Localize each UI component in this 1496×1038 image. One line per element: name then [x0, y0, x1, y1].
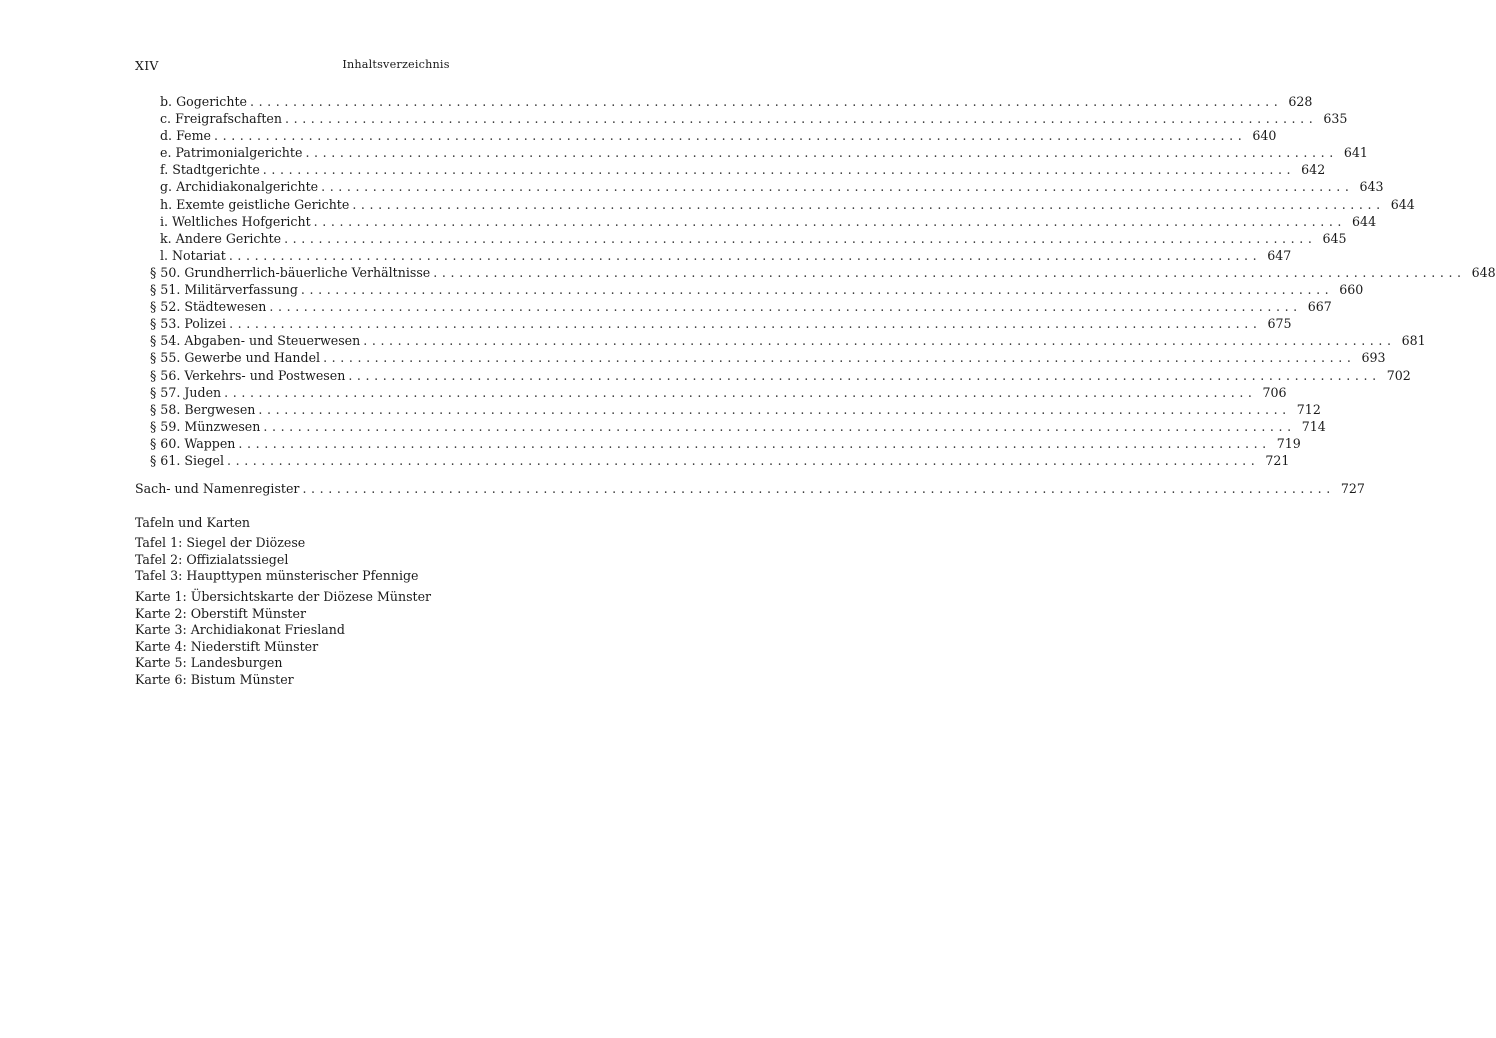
- toc-page: 681: [1401, 333, 1426, 349]
- dot-leader: ........................................................................................................................: [249, 94, 1283, 109]
- table-of-contents: [0, 93, 1496, 497]
- toc-marker: § 53.: [150, 316, 181, 332]
- toc-page: 693: [1361, 350, 1386, 366]
- dot-leader: ........................................................................................................................: [348, 367, 1381, 383]
- toc-marker: § 54.: [150, 333, 181, 349]
- toc-entry: [0, 213, 1377, 230]
- toc-title: Freigrafschaften: [175, 111, 282, 127]
- dot-leader: ........................................................................................................................: [363, 333, 1396, 349]
- toc-entry: [0, 384, 1287, 401]
- toc-title: Wappen: [184, 435, 236, 451]
- toc-entry: [0, 298, 1332, 315]
- toc-entry: [0, 281, 1364, 298]
- toc-title: Notariat: [172, 247, 226, 263]
- toc-marker: § 52.: [150, 299, 181, 315]
- dot-leader: ........................................................................................................................: [269, 299, 1302, 315]
- toc-marker: h.: [160, 196, 173, 212]
- dot-leader: ........................................................................................................................: [238, 435, 1271, 451]
- toc-page: 640: [1252, 128, 1277, 144]
- toc-marker: c.: [160, 111, 172, 127]
- list-item: Karte 2: Oberstift Münster: [135, 605, 306, 621]
- toc-page: 702: [1386, 367, 1411, 383]
- toc-entry: [0, 196, 1415, 213]
- list-item: Karte 1: Übersichtskarte der Diözese Münster: [135, 589, 432, 604]
- dot-leader: ........................................................................................................................: [302, 481, 1335, 497]
- toc-entry: [0, 315, 1292, 332]
- toc-marker: i.: [160, 213, 169, 229]
- toc-marker: § 51.: [150, 282, 181, 298]
- toc-marker: § 58.: [150, 401, 181, 417]
- toc-entry: [0, 367, 1411, 384]
- toc-title: Polizei: [184, 316, 227, 332]
- list-item: Tafel 1: Siegel der Diözese: [135, 535, 306, 550]
- toc-title: Stadtgerichte: [172, 162, 260, 178]
- dot-leader: ........................................................................................................................: [263, 418, 1296, 434]
- dot-leader: ........................................................................................................................: [224, 384, 1257, 400]
- toc-page: 714: [1301, 418, 1326, 434]
- toc-title: Grundherrlich-bäuerliche Verhältnisse: [184, 264, 431, 280]
- toc-title: Feme: [176, 128, 211, 144]
- toc-entry: [0, 435, 1301, 452]
- toc-entry: [0, 144, 1368, 161]
- toc-marker: k.: [160, 230, 172, 246]
- toc-page: 644: [1390, 196, 1415, 212]
- toc-entry: [0, 452, 1290, 469]
- toc-marker: f.: [160, 162, 169, 178]
- list-item: Karte 4: Niederstift Münster: [135, 638, 319, 654]
- dot-leader: ........................................................................................................................: [284, 111, 1318, 127]
- toc-title: Sach- und Namenregister: [135, 481, 300, 497]
- dot-leader: ........................................................................................................................: [213, 128, 1247, 144]
- toc-title: Münzwesen: [184, 418, 261, 434]
- toc-title: Militärverfassung: [184, 282, 298, 298]
- toc-title: Bergwesen: [184, 401, 256, 417]
- toc-page: 644: [1352, 213, 1377, 229]
- dot-leader: ........................................................................................................................: [284, 230, 1317, 246]
- toc-page: 635: [1323, 111, 1348, 127]
- dot-leader: ........................................................................................................................: [262, 162, 1296, 178]
- list-item: Tafel 2: Offizialatssiegel: [135, 551, 289, 567]
- toc-marker: e.: [160, 145, 172, 161]
- dot-leader: ........................................................................................................................: [352, 196, 1385, 212]
- toc-title: Exemte geistliche Gerichte: [176, 196, 350, 212]
- dot-leader: ........................................................................................................................: [258, 401, 1291, 417]
- toc-entry: [0, 247, 1292, 264]
- toc-title: Juden: [184, 384, 222, 400]
- dot-leader: ........................................................................................................................: [313, 213, 1347, 229]
- dot-leader: ........................................................................................................................: [305, 145, 1338, 161]
- toc-page: 719: [1276, 435, 1301, 451]
- toc-page: 712: [1296, 401, 1321, 417]
- toc-title: Gogerichte: [176, 94, 247, 109]
- toc-page: 647: [1267, 247, 1292, 263]
- toc-page: 641: [1343, 145, 1368, 161]
- toc-marker: § 59.: [150, 418, 181, 434]
- dot-leader: ........................................................................................................................: [300, 282, 1334, 298]
- toc-marker: § 50.: [150, 264, 181, 280]
- toc-marker: § 57.: [150, 384, 181, 400]
- dot-leader: ........................................................................................................................: [323, 350, 1356, 366]
- dot-leader: ........................................................................................................................: [228, 247, 1262, 263]
- toc-page: 642: [1301, 162, 1326, 178]
- toc-entry: [0, 401, 1321, 418]
- toc-entry: [0, 332, 1426, 349]
- page-header: [135, 58, 657, 74]
- toc-entry: [0, 127, 1277, 144]
- toc-title: Verkehrs- und Postwesen: [184, 367, 346, 383]
- maps-list: [135, 589, 431, 689]
- toc-page: 648: [1471, 264, 1496, 280]
- toc-marker: d.: [160, 128, 173, 144]
- running-title: Inhaltsverzeichnis: [342, 58, 450, 71]
- plates-list: [135, 535, 419, 585]
- toc-page: 721: [1265, 452, 1290, 468]
- toc-page: 667: [1307, 299, 1332, 315]
- toc-page: 645: [1322, 230, 1347, 246]
- toc-marker: § 55.: [150, 350, 181, 366]
- dot-leader: ........................................................................................................................: [433, 264, 1466, 280]
- toc-entry: [0, 349, 1386, 366]
- toc-page: 727: [1340, 481, 1365, 497]
- toc-page: 660: [1339, 282, 1364, 298]
- toc-marker: § 56.: [150, 367, 181, 383]
- toc-title: Andere Gerichte: [175, 230, 282, 246]
- toc-title: Archidiakonalgerichte: [176, 179, 319, 195]
- toc-page: 628: [1288, 94, 1313, 109]
- toc-title: Gewerbe und Handel: [184, 350, 321, 366]
- toc-entry: [0, 178, 1384, 195]
- toc-entry: [0, 93, 1313, 110]
- toc-entry: [0, 230, 1347, 247]
- toc-title: Weltliches Hofgericht: [172, 213, 311, 229]
- toc-entry: [0, 418, 1326, 435]
- toc-title: Städtewesen: [184, 299, 267, 315]
- toc-title: Patrimonialgerichte: [175, 145, 303, 161]
- toc-entry: [0, 110, 1348, 127]
- list-item: Karte 5: Landesburgen: [135, 655, 283, 671]
- dot-leader: ........................................................................................................................: [227, 452, 1260, 468]
- toc-marker: g.: [160, 179, 173, 195]
- toc-page: 675: [1267, 316, 1292, 332]
- toc-title: Abgaben- und Steuerwesen: [184, 333, 361, 349]
- list-item: Tafel 3: Haupttypen münsterischer Pfennige: [135, 568, 419, 584]
- toc-marker: § 61.: [150, 452, 181, 468]
- toc-entry: [0, 264, 1496, 281]
- plates-heading: Tafeln und Karten: [135, 515, 251, 530]
- toc-page: 643: [1359, 179, 1384, 195]
- list-item: Karte 6: Bistum Münster: [135, 671, 294, 687]
- toc-entry-register: [0, 480, 1365, 497]
- list-item: Karte 3: Archidiakonat Friesland: [135, 622, 345, 638]
- toc-page: 706: [1262, 384, 1287, 400]
- page-number: XIV: [135, 58, 159, 73]
- dot-leader: ........................................................................................................................: [321, 179, 1354, 195]
- toc-entry: [0, 161, 1326, 178]
- toc-marker: § 60.: [150, 435, 181, 451]
- dot-leader: ........................................................................................................................: [229, 316, 1262, 332]
- toc-title: Siegel: [184, 452, 224, 468]
- toc-marker: l.: [160, 247, 169, 263]
- toc-marker: b.: [160, 94, 173, 109]
